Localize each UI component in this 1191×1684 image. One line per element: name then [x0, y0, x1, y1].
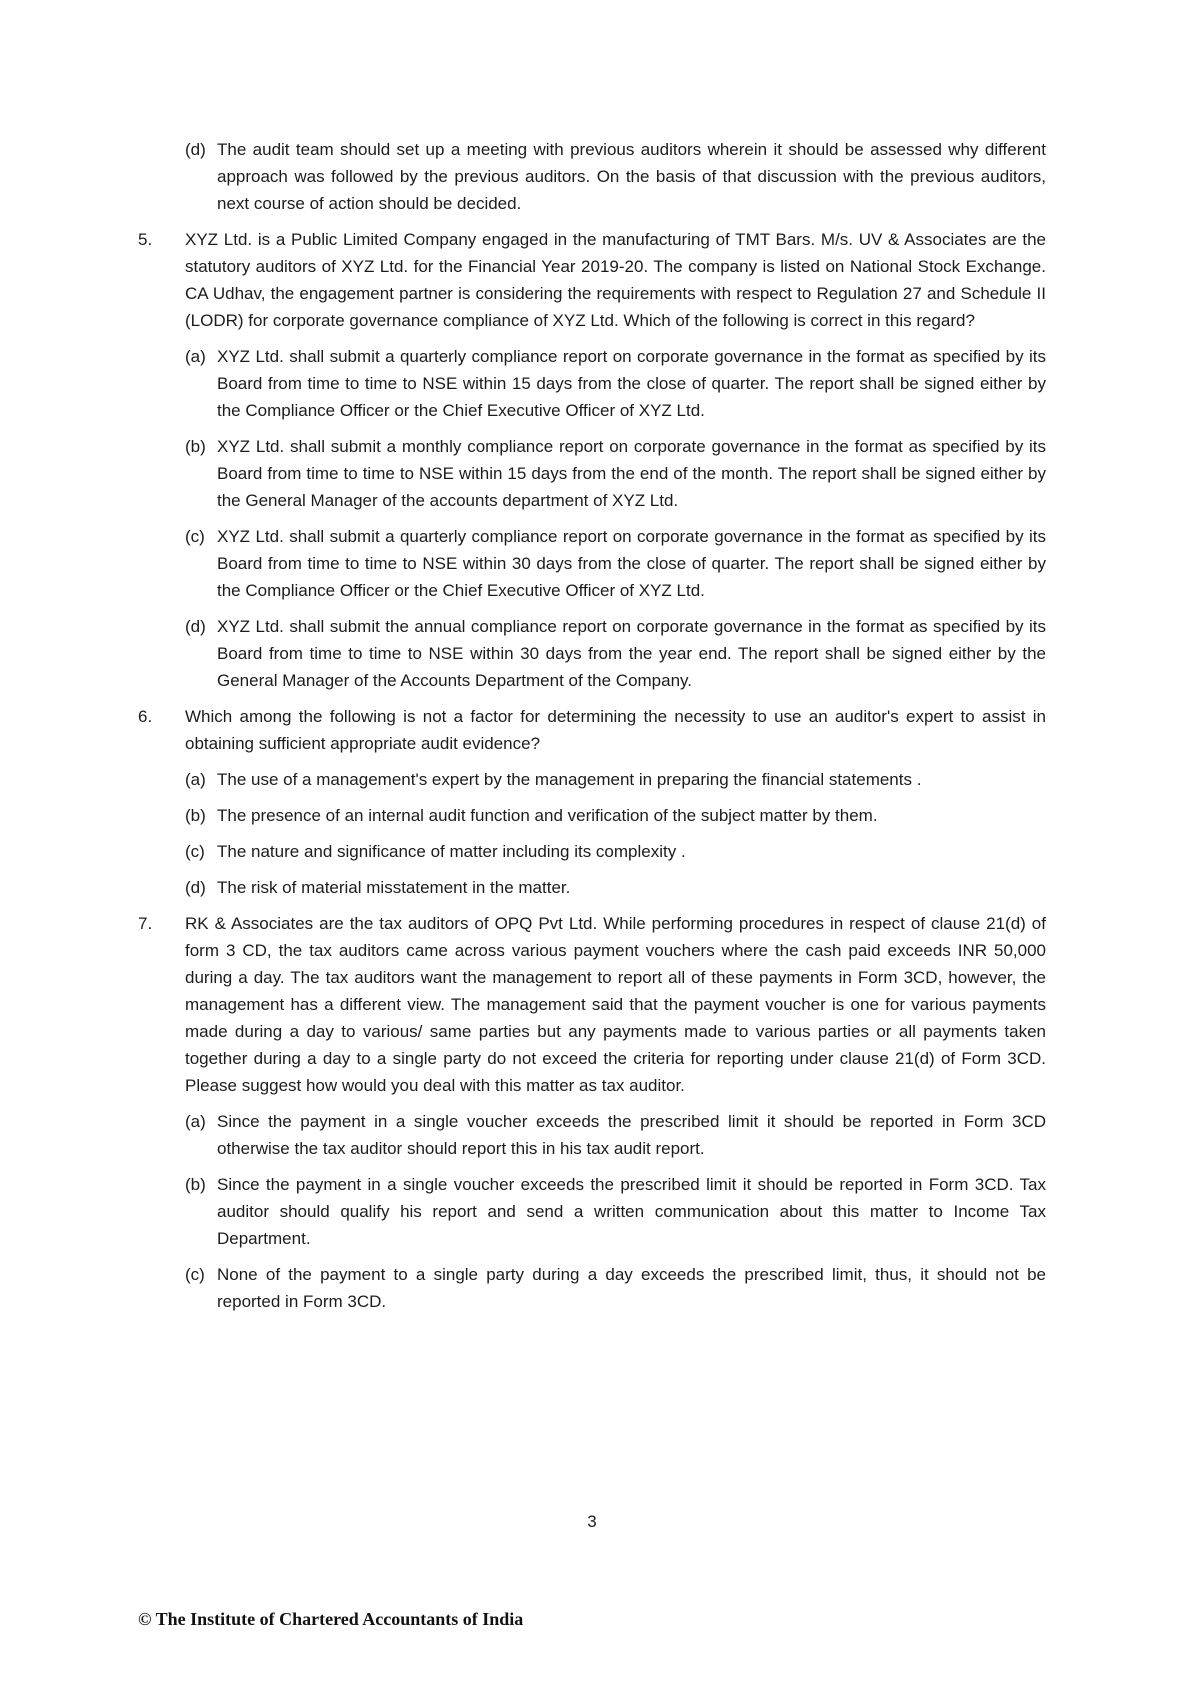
option-label: (a): [185, 1112, 206, 1131]
option-text: The nature and significance of matter including its complexity .: [217, 842, 686, 861]
option-item-4d: [185, 136, 1046, 217]
question-item-6: [138, 703, 1046, 901]
option-text: Since the payment in a single voucher exceeds the prescribed limit it should be reported in Form 3CD otherwise the tax auditor should report this in his tax audit report.: [217, 1112, 1046, 1158]
option-text: The presence of an internal audit function and verification of the subject matter by them.: [217, 806, 878, 825]
page-content: [138, 136, 1046, 1324]
option-item-6a: [185, 766, 1046, 793]
question-text: XYZ Ltd. is a Public Limited Company engaged in the manufacturing of TMT Bars. M/s. UV & Associates are the statutory auditors of XYZ Ltd. for the Financial Year 2019-20. The company is listed on National Stock Exchange. CA Udhav, the engagement partner is considering the requirements with respect to Regulation 27 and Schedule II (LODR) for corporate governance compliance of XYZ Ltd. Which of the following is correct in this regard?: [185, 230, 1046, 330]
option-text: The use of a management's expert by the management in preparing the financial statements .: [217, 770, 922, 789]
option-item-5a: [185, 343, 1046, 424]
question-number: 7.: [138, 914, 153, 933]
option-label: (b): [185, 806, 206, 825]
option-item-5c: [185, 523, 1046, 604]
option-text: None of the payment to a single party during a day exceeds the prescribed limit, thus, it should not be reported in Form 3CD.: [217, 1265, 1046, 1311]
option-label: (c): [185, 842, 205, 861]
option-label: (b): [185, 437, 206, 456]
question-item-7: [138, 910, 1046, 1315]
option-text: XYZ Ltd. shall submit a quarterly compliance report on corporate governance in the format as specified by its Board from time to time to NSE within 15 days from the close of quarter. The report shall be signed either by the Compliance Officer or the Chief Executive Officer of XYZ Ltd.: [217, 347, 1046, 420]
option-text: XYZ Ltd. shall submit a quarterly compliance report on corporate governance in the format as specified by its Board from time to time to NSE within 30 days from the close of quarter. The report shall be signed either by the Compliance Officer or the Chief Executive Officer of XYZ Ltd.: [217, 527, 1046, 600]
option-item-5d: [185, 613, 1046, 694]
page-number: 3: [587, 1512, 597, 1531]
question-number: 6.: [138, 707, 153, 726]
option-text: The audit team should set up a meeting with previous auditors wherein it should be assessed why different approach was followed by the previous auditors. On the basis of that discussion with the previous auditors, next course of action should be decided.: [217, 140, 1046, 213]
option-label: (a): [185, 770, 206, 789]
option-text: XYZ Ltd. shall submit a monthly compliance report on corporate governance in the format as specified by its Board from time to time to NSE within 15 days from the end of the month. The report shall be signed either by the General Manager of the accounts department of XYZ Ltd.: [217, 437, 1046, 510]
option-item-5b: [185, 433, 1046, 514]
question-body: [138, 910, 1046, 1099]
option-text: Since the payment in a single voucher exceeds the prescribed limit it should be reported in Form 3CD. Tax auditor should qualify his report and send a written communication about this matter to Income Tax Department.: [217, 1175, 1046, 1248]
question-text: RK & Associates are the tax auditors of OPQ Pvt Ltd. While performing procedures in respect of clause 21(d) of form 3 CD, the tax auditors came across various payment vouchers where the cash paid exceeds INR 50,000 during a day. The tax auditors want the management to report all of these payments in Form 3CD, however, the management has a different view. The management said that the payment voucher is one for various payments made during a day to various/ same parties but any payments made to various parties or all payments taken together during a day to a single party do not exceed the criteria for reporting under clause 21(d) of Form 3CD. Please suggest how would you deal with this matter as tax auditor.: [185, 914, 1046, 1095]
option-label: (b): [185, 1175, 206, 1194]
option-item-7c: [185, 1261, 1046, 1315]
option-label: (d): [185, 617, 206, 636]
option-label: (c): [185, 1265, 205, 1284]
option-item-6c: [185, 838, 1046, 865]
question-body: [138, 226, 1046, 334]
question-item-5: [138, 226, 1046, 694]
option-label: (d): [185, 878, 206, 897]
question-body: [138, 703, 1046, 757]
option-label: (d): [185, 140, 206, 159]
option-label: (a): [185, 347, 206, 366]
copyright-footer: © The Institute of Chartered Accountants of India: [138, 1609, 524, 1629]
option-item-6d: [185, 874, 1046, 901]
option-label: (c): [185, 527, 205, 546]
option-item-7b: [185, 1171, 1046, 1252]
question-number: 5.: [138, 230, 153, 249]
option-text: The risk of material misstatement in the matter.: [217, 878, 571, 897]
question-text: Which among the following is not a factor for determining the necessity to use an auditor's expert to assist in obtaining sufficient appropriate audit evidence?: [185, 707, 1046, 753]
option-text: XYZ Ltd. shall submit the annual compliance report on corporate governance in the format as specified by its Board from time to time to NSE within 30 days from the year end. The report shall be signed either by the General Manager of the Accounts Department of the Company.: [217, 617, 1046, 690]
option-item-7a: [185, 1108, 1046, 1162]
option-item-6b: [185, 802, 1046, 829]
